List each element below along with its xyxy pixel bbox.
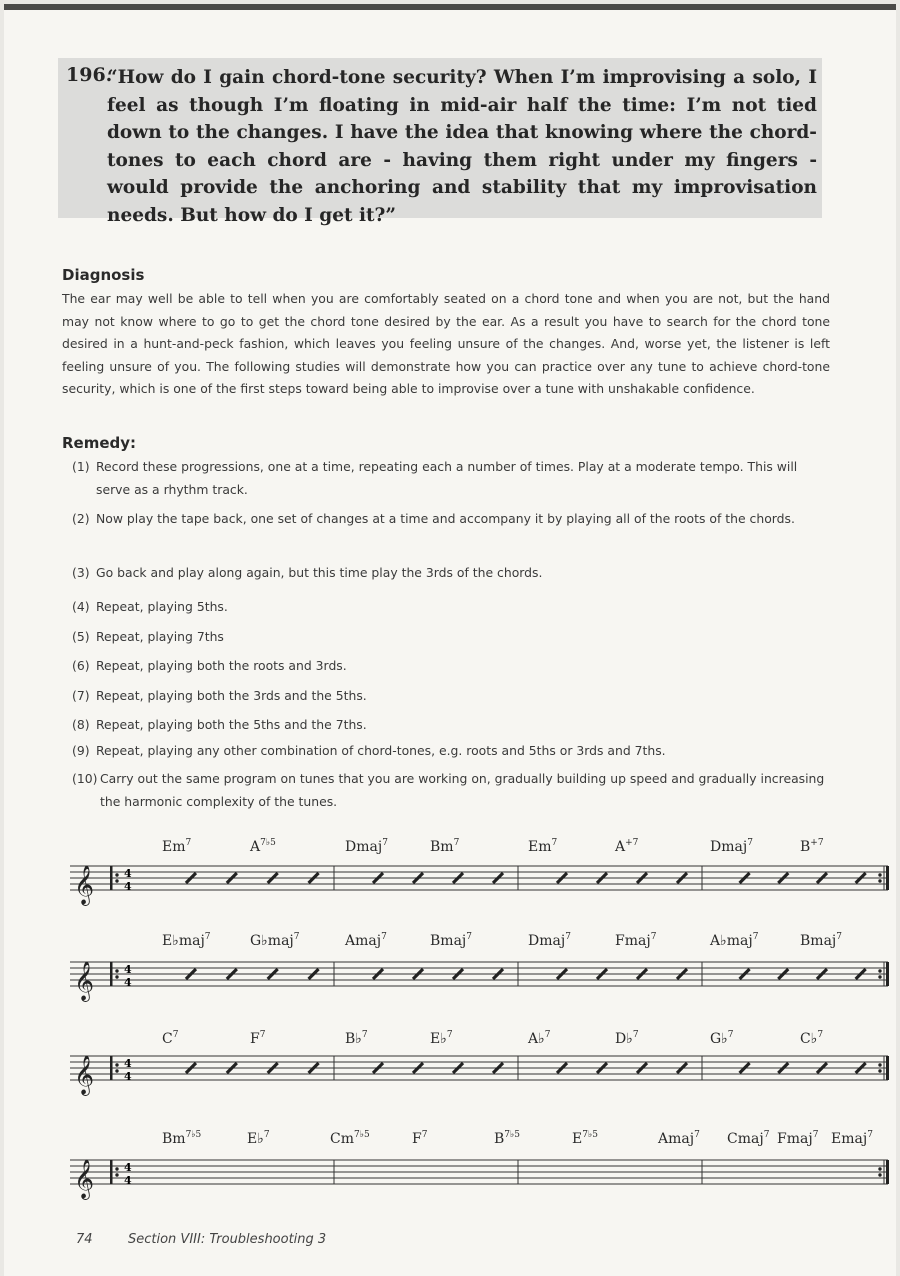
chord-root: Dmaj	[710, 839, 748, 855]
chord-root: Dmaj	[345, 839, 383, 855]
chord-root: G♭maj	[250, 933, 294, 949]
repeat-dot	[878, 1167, 881, 1170]
repeat-dot	[878, 873, 881, 876]
repeat-barline	[886, 866, 889, 890]
step-text: Now play the tape back, one set of changes at a time and accompany it by playing all of the roots of the chords.	[96, 511, 795, 526]
page-number: 74	[76, 1232, 93, 1247]
chord-symbol	[658, 1130, 700, 1147]
treble-clef-icon: 𝄞	[74, 1055, 95, 1095]
step-number: (10)	[72, 771, 98, 786]
chord-extension: 7	[382, 838, 388, 848]
staff-svg	[70, 1156, 892, 1204]
repeat-barline	[886, 962, 889, 986]
step-number: (8)	[72, 717, 90, 732]
chord-root: E♭	[430, 1031, 447, 1047]
chord-extension: 7	[632, 1030, 639, 1040]
chord-root: F	[412, 1131, 422, 1147]
chord-symbol	[412, 1130, 427, 1147]
repeat-dot	[115, 969, 118, 972]
chord-extension: 7	[694, 1130, 700, 1140]
chord-symbol	[710, 932, 758, 949]
chord-root: B♭	[345, 1031, 362, 1047]
step-number: (1)	[72, 459, 90, 474]
chord-symbol	[615, 1030, 639, 1047]
step-text: Repeat, playing both the 3rds and the 5ths.	[96, 688, 367, 703]
chord-extension: 7♭5	[354, 1130, 370, 1140]
chord-extension: 7♭5	[260, 838, 276, 848]
staff-system	[70, 1052, 892, 1100]
chord-extension: 7	[185, 838, 192, 848]
chord-extension: 7	[466, 932, 472, 942]
chord-symbol	[727, 1130, 769, 1147]
repeat-barline	[886, 1160, 889, 1184]
chord-root: C	[162, 1031, 173, 1047]
chord-extension: 7	[747, 838, 753, 848]
treble-clef-icon: 𝄞	[74, 961, 95, 1001]
repeat-dot	[878, 1173, 881, 1176]
chord-symbol	[800, 838, 824, 855]
chord-symbol	[528, 838, 557, 855]
repeat-barline	[110, 962, 113, 986]
chord-root: Bmaj	[430, 933, 467, 949]
repeat-dot	[115, 975, 118, 978]
remedy-step	[72, 562, 832, 585]
chord-extension: 7♭5	[185, 1130, 202, 1140]
chord-symbol	[831, 1130, 873, 1147]
time-signature-bottom: 4	[124, 976, 132, 989]
step-text: Go back and play along again, but this time play the 3rds of the chords.	[96, 565, 543, 580]
staff-svg	[70, 1052, 892, 1100]
repeat-dot	[115, 1173, 118, 1176]
staff-system	[70, 958, 892, 1006]
repeat-dot	[878, 975, 881, 978]
step-number: (9)	[72, 743, 90, 758]
chord-extension: 7	[551, 838, 558, 848]
step-number: (3)	[72, 565, 90, 580]
chord-symbol	[777, 1130, 818, 1147]
chord-root: A♭	[528, 1031, 545, 1047]
chord-symbol	[800, 932, 842, 949]
step-text: Carry out the same program on tunes that you are working on, gradually building up speed and gradually increasing the harmonic complexity of the tunes.	[100, 771, 825, 809]
chord-symbol	[710, 1030, 734, 1047]
chord-extension: 7	[836, 932, 842, 942]
time-signature-bottom: 4	[124, 1070, 132, 1083]
remedy-step	[72, 626, 832, 649]
repeat-barline	[886, 1056, 889, 1080]
chord-symbol	[250, 838, 276, 855]
remedy-heading: Remedy:	[62, 434, 137, 452]
chord-extension: 7	[544, 1030, 551, 1040]
chord-root: Bm	[430, 839, 454, 855]
repeat-dot	[115, 1167, 118, 1170]
chord-root: Em	[528, 839, 552, 855]
chord-symbol	[162, 838, 191, 855]
chord-symbol	[615, 932, 656, 949]
step-text: Repeat, playing any other combination of chord-tones, e.g. roots and 5ths or 3rds and 7ths.	[96, 743, 666, 758]
chord-extension: 7	[867, 1130, 873, 1140]
diagnosis-heading: Diagnosis	[62, 266, 145, 284]
time-signature-bottom: 4	[124, 1174, 132, 1187]
repeat-dot	[878, 1069, 881, 1072]
repeat-dot	[115, 873, 118, 876]
remedy-step	[72, 508, 832, 531]
chord-extension: 7	[172, 1030, 179, 1040]
remedy-step	[72, 456, 832, 501]
chord-symbol	[430, 1030, 453, 1047]
chord-root: Em	[162, 839, 186, 855]
staff-system	[70, 1156, 892, 1204]
step-number: (2)	[72, 511, 90, 526]
repeat-dot	[878, 879, 881, 882]
chord-symbol	[345, 932, 387, 949]
chord-root: Bm	[162, 1131, 186, 1147]
chord-symbol	[800, 1030, 823, 1047]
remedy-step	[72, 596, 832, 619]
chord-symbol	[250, 932, 299, 949]
chord-symbol	[430, 838, 459, 855]
chord-extension: 7	[752, 932, 759, 942]
remedy-step	[72, 655, 832, 678]
chord-symbol	[162, 1130, 201, 1147]
step-number: (4)	[72, 599, 90, 614]
chord-root: Bmaj	[800, 933, 837, 949]
step-text: Repeat, playing 7ths	[96, 629, 224, 644]
chord-symbol	[345, 1030, 368, 1047]
chord-extension: 7	[263, 1130, 270, 1140]
chord-root: D♭	[615, 1031, 633, 1047]
treble-clef-icon: 𝄞	[74, 865, 95, 905]
staff-svg	[70, 958, 892, 1006]
chord-root: F	[250, 1031, 260, 1047]
chord-extension: 7	[812, 1130, 819, 1140]
diagnosis-text: The ear may well be able to tell when you are comfortably seated on a chord tone and when you are not, but the hand may not know where to go to get the chord tone desired by the ear. As a result you have to search for the chord tone desired in a hunt-and-peck fashion, which leaves you feeling unsure of the changes. And, worse yet, the listener is left feeling unsure of you. The following studies will demonstrate how you can practice over any tune to achieve chord-tone security, which is one of the first steps toward being able to improvise over a tune with unshakable confidence.	[62, 291, 830, 396]
time-signature-top: 4	[124, 963, 132, 976]
chord-symbol	[615, 838, 638, 855]
time-signature-top: 4	[124, 867, 132, 880]
time-signature-top: 4	[124, 1057, 132, 1070]
time-signature-bottom: 4	[124, 880, 132, 893]
chord-symbol	[572, 1130, 598, 1147]
repeat-dot	[115, 879, 118, 882]
chord-extension: 7	[727, 1030, 734, 1040]
chord-root: Cm	[330, 1131, 354, 1147]
chord-symbol	[162, 932, 211, 949]
repeat-barline	[110, 1056, 113, 1080]
repeat-dot	[878, 969, 881, 972]
chord-root: B	[800, 839, 811, 855]
chord-root: Fmaj	[777, 1131, 813, 1147]
step-text: Repeat, playing both the 5ths and the 7ths.	[96, 717, 367, 732]
chord-root: E♭maj	[162, 933, 205, 949]
chord-extension: 7	[446, 1030, 453, 1040]
repeat-barline	[110, 1160, 113, 1184]
chord-extension: 7	[453, 838, 460, 848]
staff-system	[70, 862, 892, 910]
step-number: (7)	[72, 688, 90, 703]
chord-symbol	[247, 1130, 270, 1147]
chord-root: B	[494, 1131, 505, 1147]
chord-root: Amaj	[345, 933, 382, 949]
treble-clef-icon: 𝄞	[74, 1159, 95, 1199]
chord-root: G♭	[710, 1031, 728, 1047]
step-number: (5)	[72, 629, 90, 644]
chord-extension: +7	[625, 838, 639, 848]
chord-root: Dmaj	[528, 933, 566, 949]
chord-root: E	[572, 1131, 583, 1147]
time-signature-top: 4	[124, 1161, 132, 1174]
remedy-step	[72, 714, 832, 737]
chord-symbol	[345, 838, 388, 855]
chord-root: Fmaj	[615, 933, 651, 949]
chord-root: Cmaj	[727, 1131, 764, 1147]
chord-extension: 7♭5	[582, 1130, 598, 1140]
chord-symbol	[162, 1030, 178, 1047]
chord-root: A	[250, 839, 261, 855]
chord-symbol	[710, 838, 753, 855]
chord-root: E♭	[247, 1131, 264, 1147]
chord-symbol	[528, 1030, 550, 1047]
chord-extension: 7	[763, 1130, 770, 1140]
chord-extension: 7♭5	[504, 1130, 520, 1140]
chord-extension: 7	[361, 1030, 368, 1040]
repeat-dot	[115, 1063, 118, 1066]
repeat-barline	[110, 866, 113, 890]
question-text: “How do I gain chord-tone security? When I’m improvising a solo, I feel as though I’m floating in mid-air half the time: I’m not tied down to the changes. I have the idea that knowing where the chord-tones to each chord are - having them right under my fingers - would provide the anchoring and stability that my improvisation needs. But how do I get it?”	[107, 67, 817, 226]
staff-svg	[70, 862, 892, 910]
step-number: (6)	[72, 658, 90, 673]
chord-extension: 7	[259, 1030, 266, 1040]
chord-root: A♭maj	[710, 933, 753, 949]
remedy-step	[72, 740, 832, 763]
chord-extension: 7	[565, 932, 571, 942]
chord-symbol	[430, 932, 472, 949]
repeat-dot	[878, 1063, 881, 1066]
chord-symbol	[250, 1030, 265, 1047]
step-text: Repeat, playing both the roots and 3rds.	[96, 658, 347, 673]
chord-extension: 7	[421, 1130, 428, 1140]
chord-symbol	[528, 932, 571, 949]
chord-root: Emaj	[831, 1131, 868, 1147]
chord-extension: 7	[817, 1030, 824, 1040]
question-number: 196.	[66, 64, 113, 86]
chord-root: A	[615, 839, 626, 855]
chord-extension: 7	[381, 932, 387, 942]
chord-extension: 7	[204, 932, 211, 942]
remedy-step	[72, 768, 832, 813]
repeat-dot	[115, 1069, 118, 1072]
chord-extension: 7	[293, 932, 300, 942]
chord-root: C♭	[800, 1031, 818, 1047]
chord-extension: +7	[810, 838, 824, 848]
step-text: Record these progressions, one at a time, repeating each a number of times. Play at a moderate tempo. This will serve as a rhythm track.	[96, 459, 798, 497]
section-title: Section VIII: Troubleshooting 3	[128, 1232, 327, 1247]
chord-extension: 7	[650, 932, 657, 942]
step-text: Repeat, playing 5ths.	[96, 599, 228, 614]
chord-symbol	[494, 1130, 520, 1147]
chord-root: Amaj	[658, 1131, 695, 1147]
chord-symbol	[330, 1130, 370, 1147]
remedy-step	[72, 685, 832, 708]
